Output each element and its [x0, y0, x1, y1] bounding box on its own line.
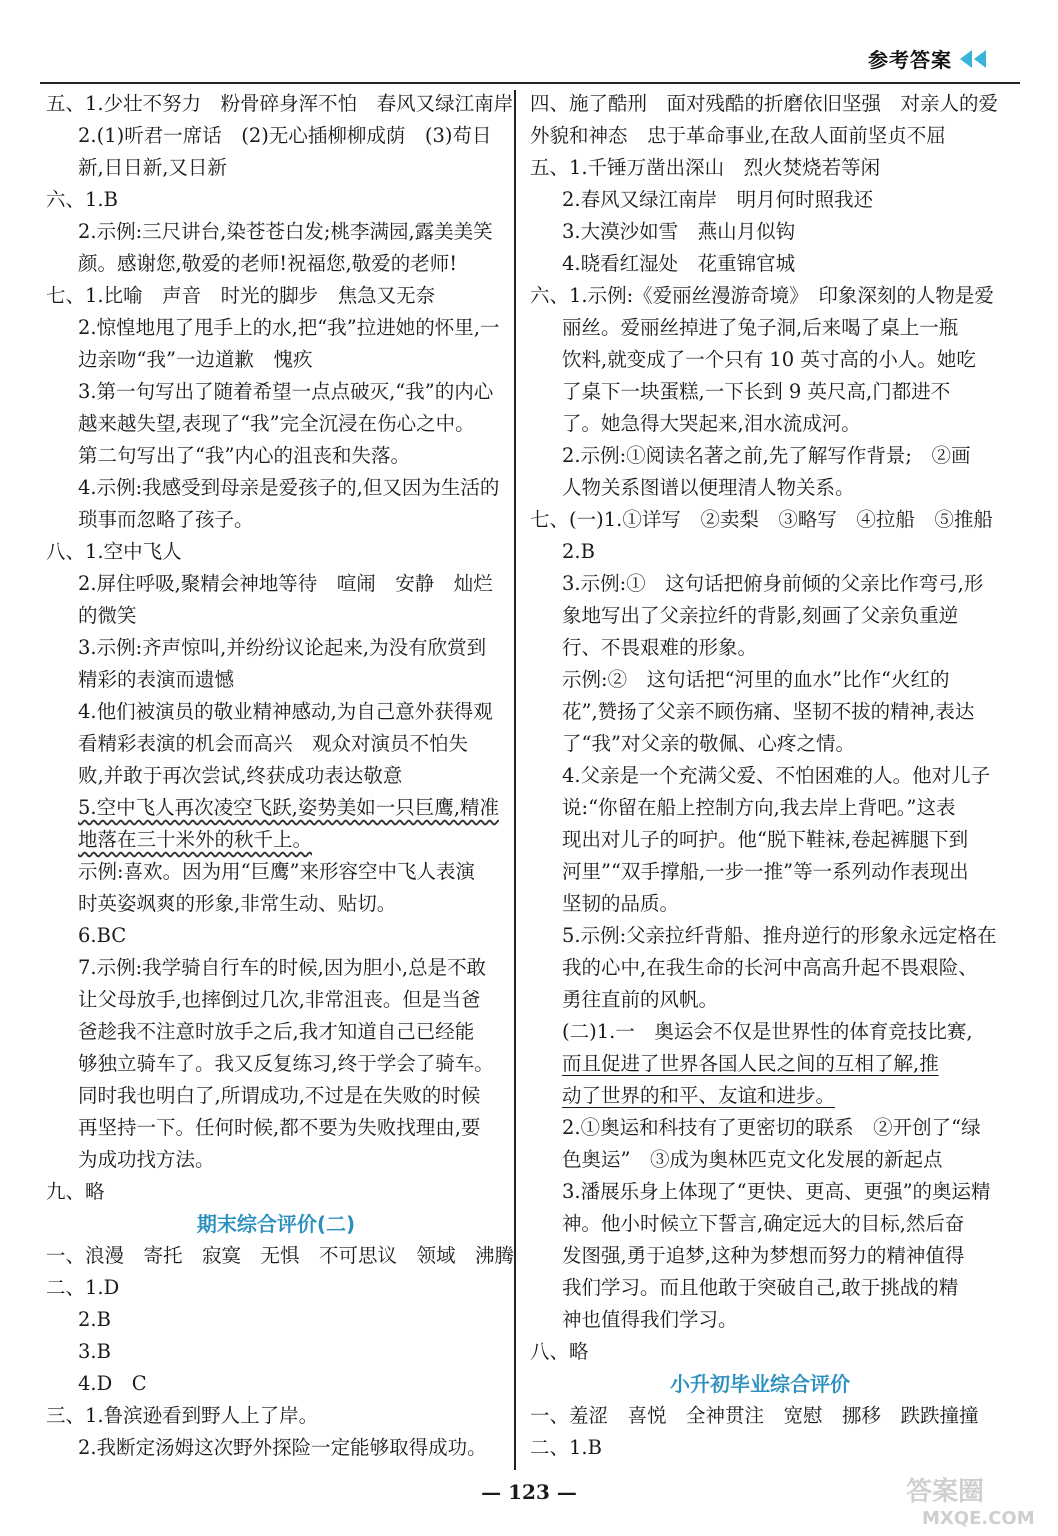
- answer-line: [46, 920, 506, 952]
- answer-text: 4.D C: [78, 1372, 147, 1395]
- answer-line: [530, 88, 999, 120]
- answer-line: [530, 1432, 990, 1464]
- answer-line: [530, 472, 990, 504]
- answer-text: (二)1.一 奥运会不仅是世界性的体育竞技比赛,: [562, 1020, 973, 1043]
- answer-line: [46, 1336, 506, 1368]
- right-column: [530, 88, 999, 1464]
- answer-text: 神。他小时候立下誓言,确定远大的目标,然后奋: [562, 1212, 965, 1235]
- answer-line: [46, 1016, 506, 1048]
- answer-text: 说:“你留在船上控制方向,我去岸上背吧。”这表: [562, 796, 956, 819]
- answer-text: 够独立骑车了。我又反复练习,终于学会了骑车。: [78, 1052, 494, 1075]
- answer-line: [530, 824, 990, 856]
- answer-line: [46, 824, 506, 856]
- answer-line: [530, 1048, 990, 1080]
- answer-line: [46, 1304, 506, 1336]
- answer-line: [530, 1208, 990, 1240]
- answer-line: [46, 1432, 506, 1464]
- answer-text: 了桌下一块蛋糕,一下长到 9 英尺高,门都进不: [562, 380, 951, 403]
- answer-text: 人物关系图谱以便理清人物关系。: [562, 476, 855, 499]
- answer-line: [46, 1176, 506, 1208]
- answer-line: [530, 1176, 990, 1208]
- answer-text: 而且促进了世界各国人民之间的互相了解,推: [562, 1052, 939, 1075]
- answer-text: 6.BC: [78, 924, 127, 947]
- answer-line: [46, 792, 506, 824]
- answer-line: [46, 152, 506, 184]
- answer-text: 3.第一句写出了随着希望一点点破灭,“我”的内心: [78, 380, 494, 403]
- answer-line: [46, 536, 506, 568]
- answer-text: 四、施了酷刑 面对残酷的折磨依旧坚强 对亲人的爱: [530, 92, 999, 115]
- answer-line: [530, 280, 994, 312]
- answer-line: [46, 568, 506, 600]
- answer-text: 3.示例:① 这句话把俯身前倾的父亲比作弯弓,形: [562, 572, 984, 595]
- answer-text: 4.示例:我感受到母亲是爱孩子的,但又因为生活的: [78, 476, 500, 499]
- answer-line: [46, 312, 506, 344]
- answer-text: 新,日日新,又日新: [78, 156, 227, 179]
- answer-line: [46, 728, 506, 760]
- answer-text: 九、略: [46, 1180, 105, 1203]
- answer-text: 色奥运” ③成为奥林匹克文化发展的新起点: [562, 1148, 943, 1171]
- answer-line: [46, 1144, 506, 1176]
- answer-line: [46, 472, 506, 504]
- answer-text: 2.屏住呼吸,聚精会神地等待 喧闹 安静 灿烂: [78, 572, 493, 595]
- answer-text: 2.(1)听君一席话 (2)无心插柳柳成荫 (3)苟日: [78, 124, 492, 147]
- answer-line: [46, 1112, 506, 1144]
- answer-text: 八、略: [530, 1340, 589, 1363]
- answer-line: [530, 920, 997, 952]
- answer-line: [530, 1272, 990, 1304]
- answer-text: 勇往直前的风帆。: [562, 988, 719, 1011]
- answer-text: 7.示例:我学骑自行车的时候,因为胆小,总是不敢: [78, 956, 487, 979]
- answer-text: 2.B: [562, 540, 595, 563]
- page-header: [868, 44, 986, 73]
- section-title-text: 期末综合评价(二): [196, 1212, 356, 1236]
- answer-line: [46, 1368, 506, 1400]
- answer-text: 外貌和神态 忠于革命事业,在敌人面前坚贞不屈: [530, 124, 946, 147]
- answer-text: 3.示例:齐声惊叫,并纷纷议论起来,为没有欣赏到: [78, 636, 487, 659]
- answer-line: [46, 632, 506, 664]
- answer-line: [46, 376, 506, 408]
- answer-text: 5.示例:父亲拉纤背船、推舟逆行的形象永远定格在: [562, 924, 997, 947]
- answer-line: [46, 280, 506, 312]
- answer-line: [530, 664, 990, 696]
- answer-line: [46, 344, 506, 376]
- answer-line: [530, 1016, 990, 1048]
- answer-line: [530, 952, 990, 984]
- answer-text: 越来越失望,表现了“我”完全沉浸在伤心之中。: [78, 412, 475, 435]
- answer-text: 二、1.D: [46, 1276, 120, 1299]
- section-title: [46, 1208, 506, 1240]
- answer-text: 4.父亲是一个充满父爱、不怕困难的人。他对儿子: [562, 764, 991, 787]
- answer-text: 看精彩表演的机会而高兴 观众对演员不怕失: [78, 732, 469, 755]
- answer-line: [530, 1400, 990, 1432]
- column-divider: [514, 90, 516, 1470]
- answer-line: [46, 1080, 506, 1112]
- svg-text:答案圈: 答案圈: [906, 1477, 985, 1507]
- answer-line: [46, 248, 506, 280]
- answer-text: 六、1.B: [46, 188, 118, 211]
- answer-line: [530, 408, 990, 440]
- left-column: [46, 88, 515, 1464]
- answer-text: 我们学习。而且他敢于突破自己,敢于挑战的精: [562, 1276, 959, 1299]
- answer-text: 我的心中,在我生命的长河中高高升起不畏艰险、: [562, 956, 978, 979]
- answer-text: 七、(一)1.①详写 ②卖梨 ③略写 ④拉船 ⑤推船: [530, 508, 993, 531]
- answer-text: 让父母放手,也摔倒过几次,非常沮丧。但是当爸: [78, 988, 481, 1011]
- answer-text: 丽丝。爱丽丝掉进了兔子洞,后来喝了桌上一瓶: [562, 316, 959, 339]
- answer-line: [46, 408, 506, 440]
- header-rule: [40, 82, 1020, 84]
- answer-text: 4.晓看红湿处 花重锦官城: [562, 252, 796, 275]
- answer-text: 2.B: [78, 1308, 111, 1331]
- answer-line: [46, 856, 506, 888]
- watermark-logo: [900, 1470, 1050, 1530]
- answer-line: [46, 984, 506, 1016]
- answer-line: [46, 696, 506, 728]
- answer-line: [530, 888, 990, 920]
- answer-line: [46, 1400, 506, 1432]
- answer-line: [530, 696, 990, 728]
- answer-text: 3.B: [78, 1340, 111, 1363]
- answer-line: [530, 1240, 990, 1272]
- answer-line: [530, 248, 990, 280]
- answer-line: [530, 120, 990, 152]
- answer-line: [46, 1240, 515, 1272]
- answer-text: 五、1.少壮不努力 粉骨碎身浑不怕 春风又绿江南岸: [46, 92, 514, 115]
- answer-line: [530, 600, 990, 632]
- answer-line: [530, 792, 990, 824]
- answer-text: 五、1.千锤万凿出深山 烈火焚烧若等闲: [530, 156, 881, 179]
- answer-line: [46, 88, 514, 120]
- answer-text: 4.他们被演员的敬业精神感动,为自己意外获得观: [78, 700, 493, 723]
- answer-line: [530, 760, 990, 792]
- answer-line: [46, 1048, 506, 1080]
- answer-line: [46, 952, 506, 984]
- answer-text: 一、羞涩 喜悦 全神贯注 宽慰 挪移 跌跌撞撞: [530, 1404, 979, 1427]
- answer-text: 5.空中飞人再次凌空飞跃,姿势美如一只巨鹰,精准: [78, 796, 500, 819]
- answer-text: 七、1.比喻 声音 时光的脚步 焦急又无奈: [46, 284, 436, 307]
- answer-text: 3.大漠沙如雪 燕山月似钩: [562, 220, 796, 243]
- answer-line: [46, 504, 506, 536]
- section-title: [530, 1368, 990, 1400]
- answer-line: [530, 536, 990, 568]
- answer-text: 边亲吻“我”一边道歉 愧疚: [78, 348, 313, 371]
- answer-text: 败,并敢于再次尝试,终获成功表达敬意: [78, 764, 403, 787]
- answer-line: [530, 376, 990, 408]
- section-title-text: 小升初毕业综合评价: [670, 1372, 850, 1396]
- answer-text: 2.①奥运和科技有了更密切的联系 ②开创了“绿: [562, 1116, 981, 1139]
- answer-text: 了“我”对父亲的敬佩、心疼之情。: [562, 732, 855, 755]
- answer-line: [46, 888, 506, 920]
- answer-line: [530, 1336, 990, 1368]
- answer-line: [46, 440, 506, 472]
- answer-text: 饮料,就变成了一个只有 10 英寸高的小人。她吃: [562, 348, 976, 371]
- answer-text: 颜。感谢您,敬爱的老师!祝福您,敬爱的老师!: [78, 252, 458, 275]
- answer-text: 2.我断定汤姆这次野外探险一定能够取得成功。: [78, 1436, 487, 1459]
- answer-text: 神也值得我们学习。: [562, 1308, 738, 1331]
- answer-text: 为成功找方法。: [78, 1148, 215, 1171]
- answer-text: 花”,赞扬了父亲不顾伤痛、坚韧不拔的精神,表达: [562, 700, 975, 723]
- answer-line: [530, 216, 990, 248]
- answer-line: [530, 856, 990, 888]
- answer-text: 2.惊惶地甩了甩手上的水,把“我”拉进她的怀里,一: [78, 316, 500, 339]
- answer-line: [530, 152, 990, 184]
- answer-text: 时英姿飒爽的形象,非常生动、贴切。: [78, 892, 397, 915]
- answer-line: [530, 728, 990, 760]
- answer-line: [530, 632, 990, 664]
- answer-text: 第二句写出了“我”内心的沮丧和失落。: [78, 444, 410, 467]
- answer-text: 象地写出了父亲拉纤的背影,刻画了父亲负重逆: [562, 604, 959, 627]
- answer-text: 示例:② 这句话把“河里的血水”比作“火红的: [562, 668, 950, 691]
- header-title: 参考答案: [868, 48, 952, 72]
- answer-text: 一、浪漫 寄托 寂寞 无惧 不可思议 领域 沸腾: [46, 1244, 515, 1267]
- answer-text: 八、1.空中飞人: [46, 540, 182, 563]
- svg-text:MXQE.COM: MXQE.COM: [922, 1508, 1035, 1529]
- answer-line: [46, 216, 506, 248]
- answer-line: [530, 1112, 990, 1144]
- answer-text: 三、1.鲁滨逊看到野人上了岸。: [46, 1404, 319, 1427]
- answer-line: [530, 1304, 990, 1336]
- answer-line: [530, 440, 990, 472]
- answer-text: 2.春风又绿江南岸 明月何时照我还: [562, 188, 874, 211]
- answer-line: [530, 184, 990, 216]
- answer-text: 精彩的表演而遗憾: [78, 668, 235, 691]
- answer-text: 再坚持一下。任何时候,都不要为失败找理由,要: [78, 1116, 481, 1139]
- answer-text: 2.示例:三尺讲台,染苍苍白发;桃李满园,露美美笑: [78, 220, 493, 243]
- answer-line: [46, 120, 506, 152]
- page-number: — 123 —: [481, 1480, 577, 1504]
- answer-line: [530, 1080, 990, 1112]
- answer-line: [46, 600, 506, 632]
- answer-text: 2.示例:①阅读名著之前,先了解写作背景; ②画: [562, 444, 971, 467]
- answer-text: 动了世界的和平、友谊和进步。: [562, 1084, 836, 1107]
- answer-text: 现出对儿子的呵护。他“脱下鞋袜,卷起裤腿下到: [562, 828, 969, 851]
- answer-line: [530, 568, 990, 600]
- answer-text: 的微笑: [78, 604, 137, 627]
- answer-text: 六、1.示例:《爱丽丝漫游奇境》 印象深刻的人物是爱: [530, 284, 994, 307]
- answer-text: 发图强,勇于追梦,这种为梦想而努力的精神值得: [562, 1244, 965, 1267]
- answer-line: [46, 760, 506, 792]
- answer-line: [530, 984, 990, 1016]
- answer-text: 琐事而忽略了孩子。: [78, 508, 254, 531]
- answer-text: 同时我也明白了,所谓成功,不过是在失败的时候: [78, 1084, 481, 1107]
- answer-text: 爸趁我不注意时放手之后,我才知道自己已经能: [78, 1020, 475, 1043]
- answer-line: [530, 344, 990, 376]
- answer-text: 河里”“双手撑船,一步一推”等一系列动作表现出: [562, 860, 969, 883]
- answer-text: 地落在三十米外的秋千上。: [78, 828, 313, 851]
- answer-text: 坚韧的品质。: [562, 892, 680, 915]
- answer-text: 二、1.B: [530, 1436, 602, 1459]
- answer-text: 了。她急得大哭起来,泪水流成河。: [562, 412, 861, 435]
- answer-text: 行、不畏艰难的形象。: [562, 636, 758, 659]
- answer-text: 示例:喜欢。因为用“巨鹰”来形容空中飞人表演: [78, 860, 476, 883]
- answer-line: [530, 312, 990, 344]
- answer-line: [46, 184, 506, 216]
- answer-line: [530, 1144, 990, 1176]
- double-chevron-icon: [958, 50, 986, 68]
- answer-line: [46, 664, 506, 696]
- answer-text: 3.潘展乐身上体现了“更快、更高、更强”的奥运精: [562, 1180, 991, 1203]
- answer-line: [530, 504, 993, 536]
- answer-line: [46, 1272, 506, 1304]
